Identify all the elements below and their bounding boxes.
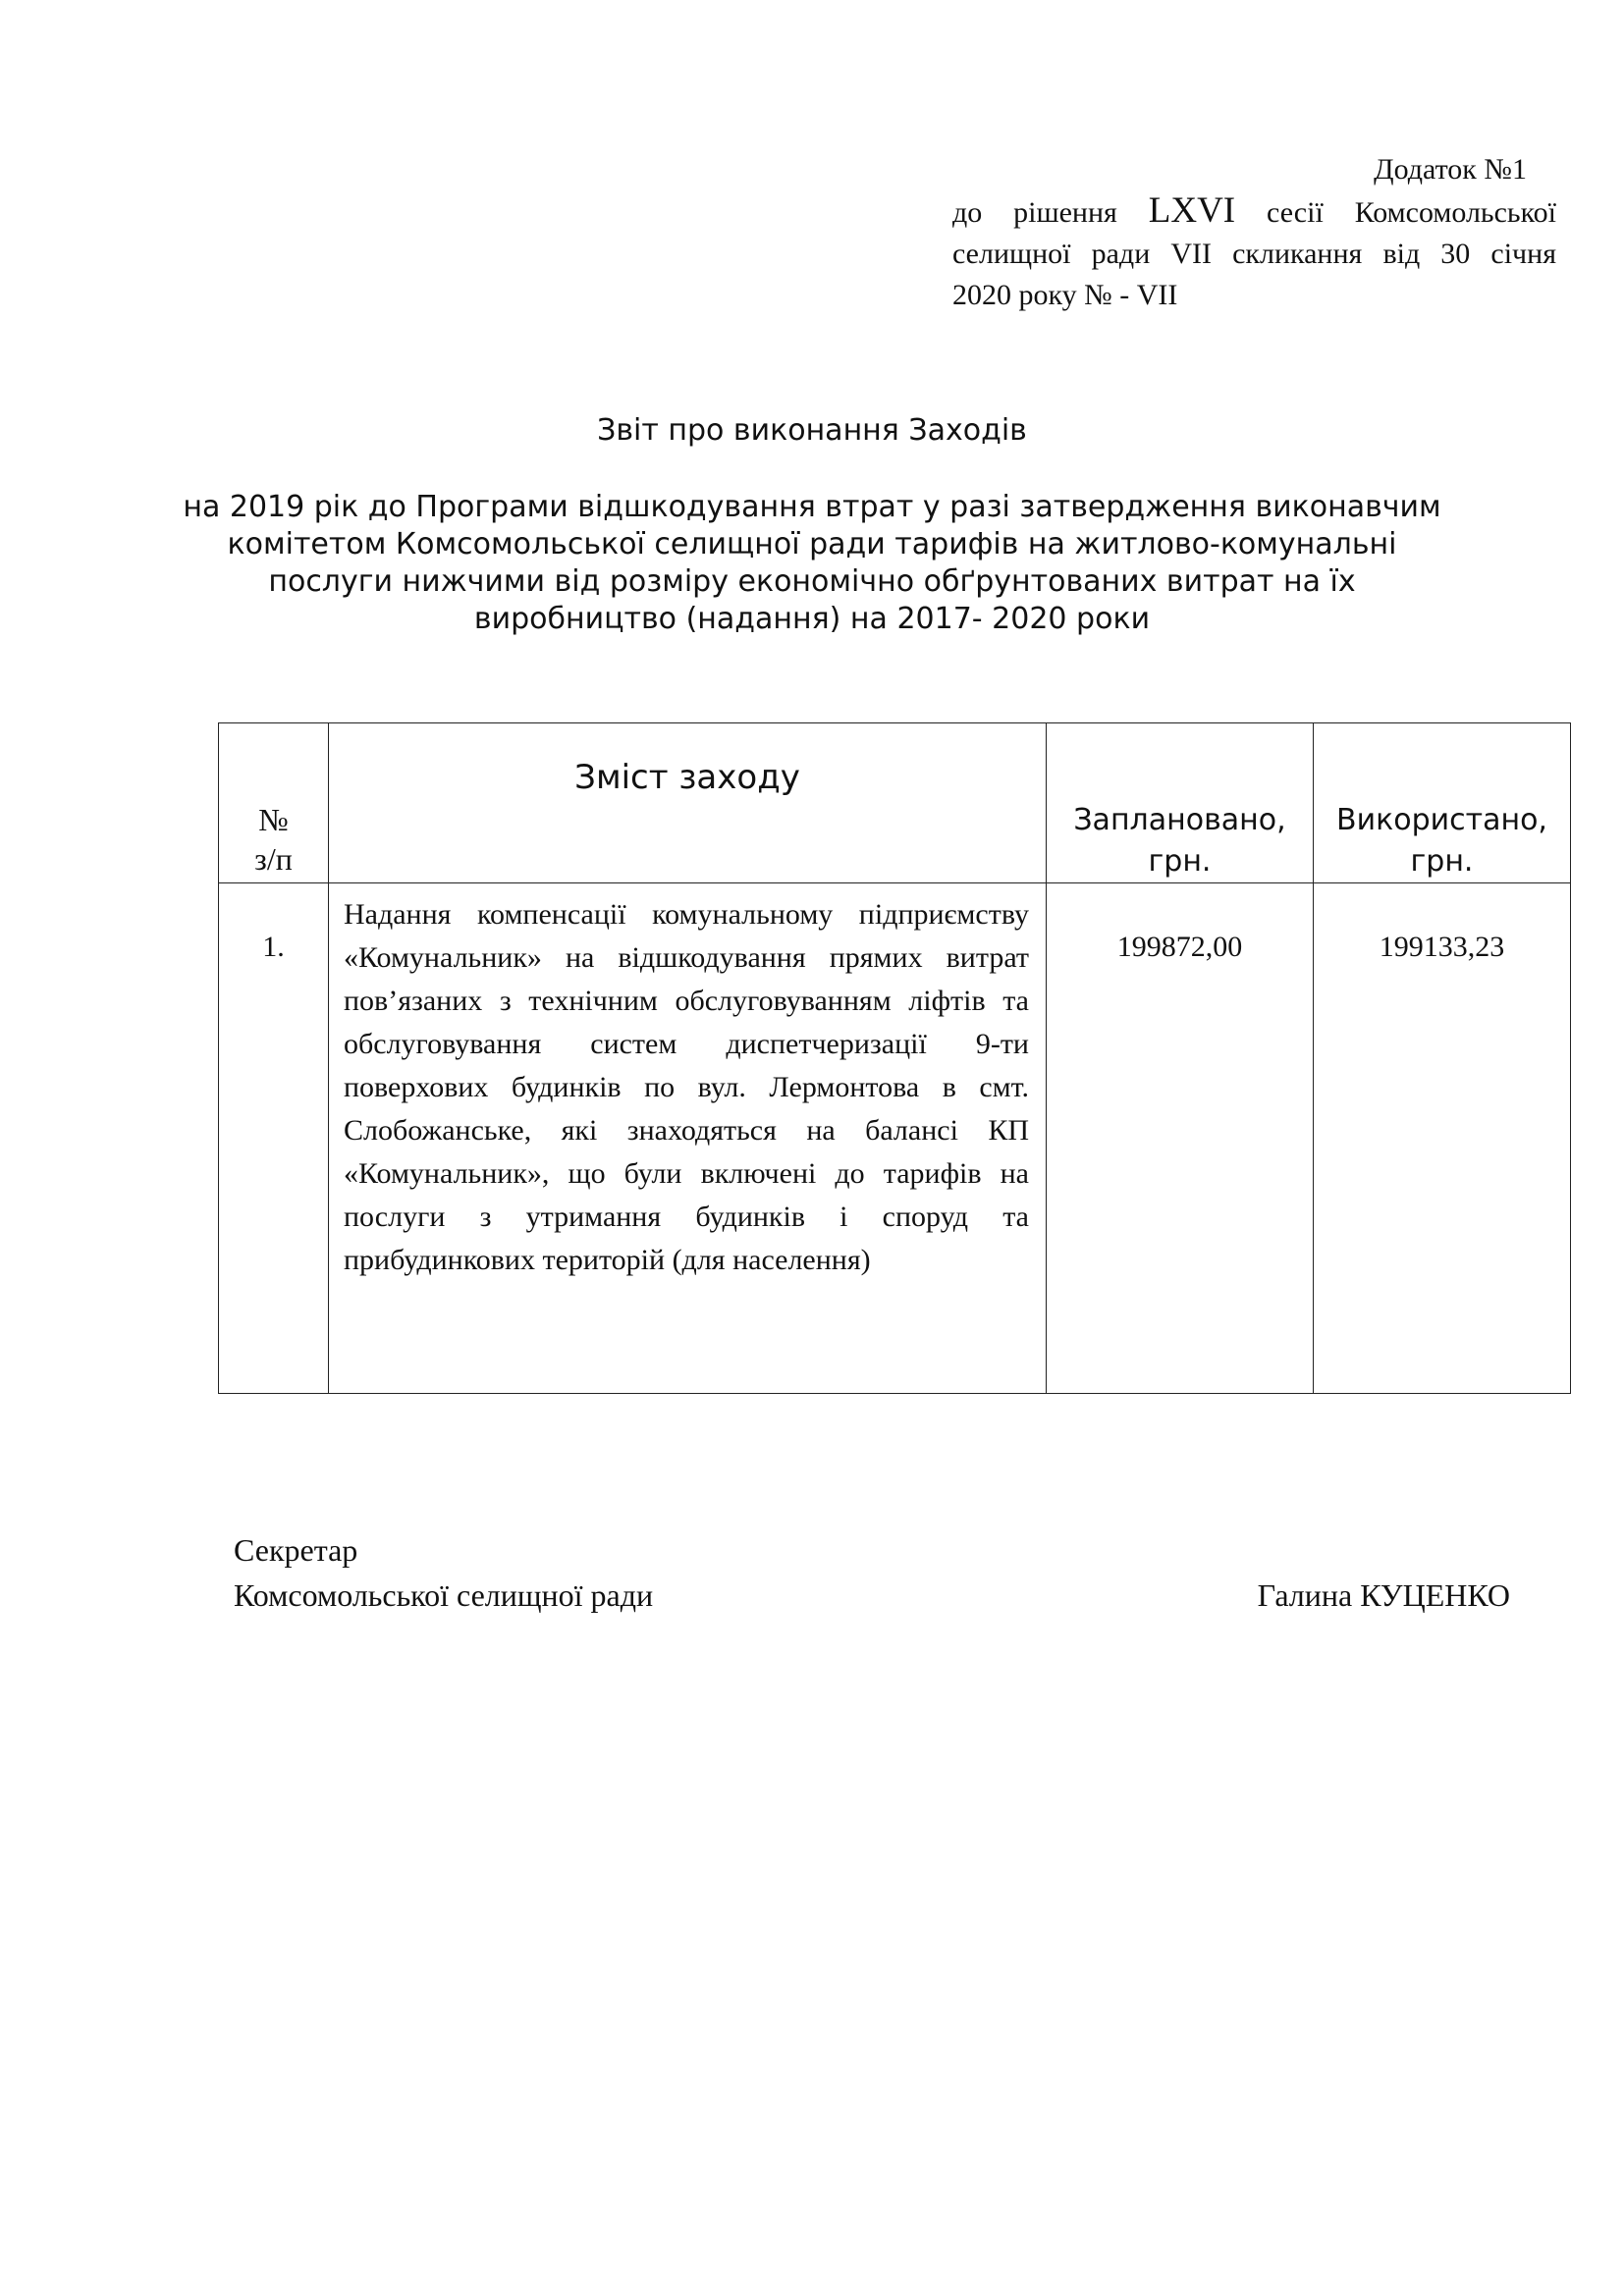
signature-position-line-2: Комсомольської селищної ради [234, 1577, 654, 1613]
appendix-line-3: 2020 року № - VII [952, 279, 1178, 311]
appendix-number: Додаток №1 [1374, 153, 1527, 186]
row-description-text: Надання компенсації комунальному підприємству «Комунальник» на відшкодування прямих витрат пов’язаних з технічним обслуговуванням ліфтів та обслуговування систем диспетчеризації 9-ти поверхових будинків по вул. Лермонтова в смт. Слобожанське, які знаходяться на балансі КП «Комунальник», що були включені до тарифів на послуги з утримання будинків і споруд та прибудинкових територій (для населення) [344, 898, 1029, 1276]
row-planned-amount: 199872,00 [1047, 883, 1314, 1394]
table-header-row [219, 723, 1571, 883]
header-planned-unit: грн. [1148, 844, 1212, 879]
appendix-block [952, 149, 1556, 316]
row-used-amount: 199133,23 [1314, 883, 1571, 1394]
measures-table [218, 722, 1571, 1394]
row-description [329, 883, 1047, 1394]
table-row [219, 883, 1571, 1394]
report-heading [147, 412, 1477, 638]
header-used-unit: грн. [1410, 844, 1474, 879]
signature-block [234, 1527, 1510, 1618]
appendix-session-number: LXVI [1148, 190, 1236, 231]
signatory-name: Галина КУЦЕНКО [1257, 1577, 1510, 1613]
appendix-line-1-end: сесії Комсомольської [1235, 196, 1556, 229]
signature-position-line-1: Секретар [234, 1532, 358, 1568]
header-number [219, 723, 329, 883]
report-subtitle-line: комітетом Комсомольської селищної ради тарифів на житлово-комунальні [227, 527, 1397, 561]
report-subtitle-line: виробництво (надання) на 2017- 2020 роки [473, 602, 1151, 636]
header-content: Зміст заходу [329, 723, 1047, 883]
header-number-label: з/п [254, 841, 293, 877]
header-planned [1047, 723, 1314, 883]
header-used-label: Використано, [1336, 803, 1547, 837]
report-title: Звіт про виконання Заходів [597, 413, 1027, 448]
header-number-symbol: № [258, 802, 289, 837]
header-used [1314, 723, 1571, 883]
report-subtitle-line: послуги нижчими від розміру економічно обґрунтованих витрат на їх [268, 564, 1356, 599]
header-planned-label: Заплановано, [1073, 803, 1286, 837]
report-subtitle-line: на 2019 рік до Програми відшкодування втрат у разі затвердження виконавчим [183, 490, 1441, 524]
appendix-line-1 [952, 190, 1556, 234]
appendix-line-2: селищної ради VII скликання від 30 січня [952, 238, 1556, 270]
appendix-line-1-start: до рішення [952, 196, 1149, 229]
row-number: 1. [219, 883, 329, 1394]
